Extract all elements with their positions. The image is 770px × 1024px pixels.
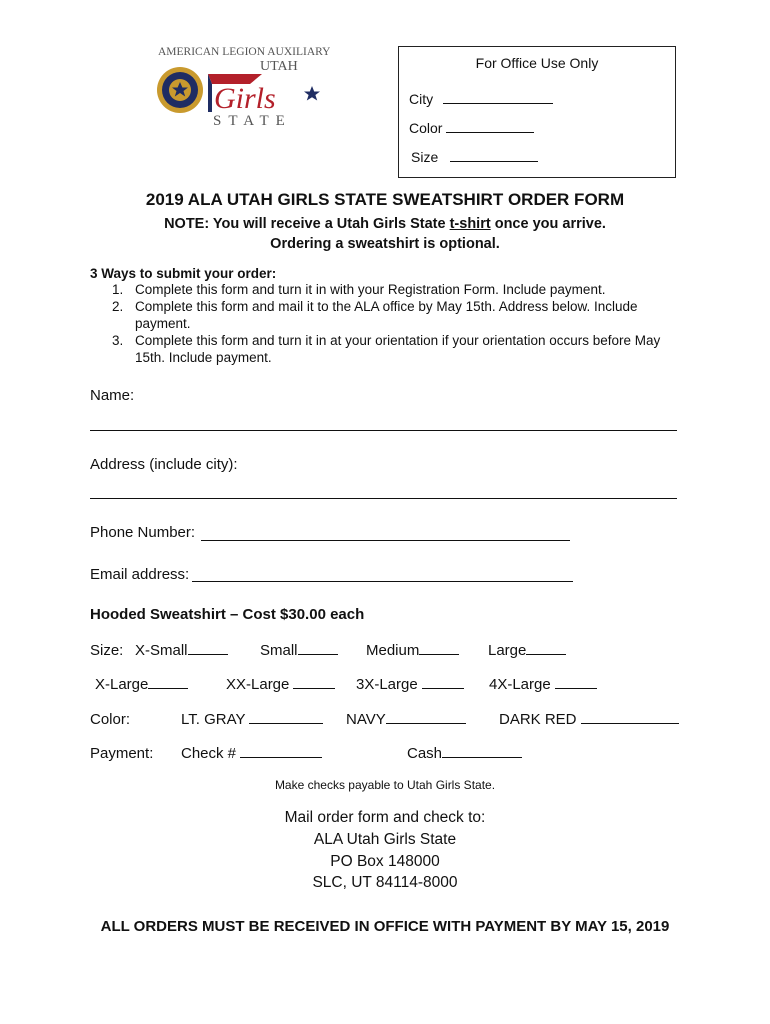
size-option-label: 4X-Large — [489, 676, 551, 693]
color-option-navy[interactable] — [346, 711, 466, 728]
deadline-notice: ALL ORDERS MUST BE RECEIVED IN OFFICE WITH PAYMENT BY MAY 15, 2019 — [100, 918, 670, 935]
office-color-row — [409, 120, 534, 136]
ways-item: 1. Complete this form and turn it in with your Registration Form. Include payment. — [112, 282, 606, 297]
phone-input-line[interactable] — [201, 540, 570, 541]
sweatshirt-heading: Hooded Sweatshirt – Cost $30.00 each — [90, 606, 365, 623]
office-size-row — [411, 149, 538, 165]
mail-line-2: PO Box 148000 — [330, 853, 440, 870]
check-number-blank[interactable] — [240, 745, 322, 758]
payment-cash[interactable] — [407, 745, 522, 762]
ways-item-text: Complete this form and turn it in with your Registration Form. Include payment. — [135, 282, 606, 297]
office-use-title: For Office Use Only — [475, 55, 599, 71]
color-blank[interactable] — [386, 711, 466, 724]
payment-label: Payment: — [90, 745, 154, 762]
color-blank[interactable] — [581, 711, 679, 724]
size-blank[interactable] — [293, 676, 335, 689]
ways-item: 3. Complete this form and turn it in at your orientation if your orientation occurs before May 15th. Include payment. — [112, 333, 661, 365]
size-option-3xlarge[interactable] — [356, 676, 464, 693]
size-option-label: X-Large — [95, 676, 149, 693]
office-city-row — [409, 91, 553, 107]
size-option-label: Small — [260, 642, 298, 659]
size-option-label: 3X-Large — [356, 676, 418, 693]
size-blank[interactable] — [148, 676, 188, 689]
color-option-label: LT. GRAY — [181, 711, 246, 728]
size-option-large[interactable] — [488, 642, 566, 659]
size-option-label: Medium — [366, 642, 420, 659]
check-label: Check # — [181, 745, 237, 762]
payment-check[interactable] — [181, 745, 322, 762]
office-city-label: City — [409, 91, 434, 107]
size-blank[interactable] — [298, 642, 338, 655]
note-suffix: once you arrive. — [490, 216, 606, 232]
size-option-small[interactable] — [260, 642, 338, 659]
size-blank[interactable] — [555, 676, 597, 689]
ways-item: 2. Complete this form and mail it to the ALA office by May 15th. Address below. Include payment. — [112, 299, 638, 331]
color-option-ltgray[interactable] — [181, 711, 323, 728]
form-title: 2019 ALA UTAH GIRLS STATE SWEATSHIRT ORDER FORM — [145, 190, 625, 209]
size-blank[interactable] — [419, 642, 459, 655]
mail-heading: Mail order form and check to: — [284, 809, 486, 826]
size-option-xsmall[interactable] — [135, 642, 228, 659]
size-option-4xlarge[interactable] — [489, 676, 597, 693]
ways-heading: 3 Ways to submit your order: — [90, 266, 277, 281]
note-line-2: Ordering a sweatshirt is optional. — [270, 236, 500, 252]
size-option-xlarge[interactable] — [95, 676, 188, 693]
ways-list — [90, 281, 690, 366]
name-label: Name: — [90, 387, 135, 404]
cash-label: Cash — [407, 745, 443, 762]
size-option-label: Large — [488, 642, 527, 659]
size-blank[interactable] — [526, 642, 566, 655]
logo-star-icon — [304, 86, 320, 101]
logo-girls-word: Girls — [214, 82, 276, 115]
office-city-blank[interactable] — [443, 91, 553, 104]
size-blank[interactable] — [188, 642, 228, 655]
email-input-line[interactable] — [192, 581, 573, 582]
logo-state-word: UTAH — [260, 59, 298, 74]
name-input-line[interactable] — [90, 430, 677, 431]
size-label: Size: — [90, 642, 124, 659]
color-label: Color: — [90, 711, 131, 728]
phone-label: Phone Number: — [90, 524, 196, 541]
color-option-label: NAVY — [346, 711, 386, 728]
office-size-label: Size — [411, 149, 439, 165]
address-input-line[interactable] — [90, 498, 677, 499]
note-line-1 — [0, 216, 770, 232]
email-label: Email address: — [90, 566, 190, 583]
color-option-darkred[interactable] — [499, 711, 679, 728]
logo-org-line: AMERICAN LEGION AUXILIARY — [158, 46, 330, 58]
logo-state-spaced: STATE — [213, 113, 292, 129]
size-option-label: X-Small — [135, 642, 188, 659]
ala-utah-girls-state-logo — [150, 40, 330, 130]
ways-item-text: Complete this form and turn it in at your orientation if your orientation occurs before May 15th. Include payment. — [135, 333, 661, 365]
mail-line-3: SLC, UT 84114-8000 — [312, 874, 458, 891]
mail-line-1: ALA Utah Girls State — [313, 831, 457, 848]
size-option-label: XX-Large — [226, 676, 290, 693]
ways-item-text: Complete this form and mail it to the ALA office by May 15th. Address below. Include payment. — [135, 299, 638, 331]
office-color-blank[interactable] — [446, 120, 534, 133]
logo-graphic — [150, 40, 330, 130]
color-option-label: DARK RED — [499, 711, 577, 728]
color-blank[interactable] — [249, 711, 323, 724]
size-option-medium[interactable] — [366, 642, 459, 659]
note-prefix: NOTE: You will receive a Utah Girls State — [164, 216, 450, 232]
legion-emblem-icon — [157, 67, 203, 113]
payable-note: Make checks payable to Utah Girls State. — [274, 778, 496, 792]
office-color-label: Color — [409, 120, 443, 136]
size-option-xxlarge[interactable] — [226, 676, 335, 693]
office-size-blank[interactable] — [450, 149, 538, 162]
office-use-box — [398, 46, 676, 178]
note-tshirt: t-shirt — [449, 216, 491, 232]
cash-blank[interactable] — [442, 745, 522, 758]
size-blank[interactable] — [422, 676, 464, 689]
address-label: Address (include city): — [90, 456, 238, 473]
